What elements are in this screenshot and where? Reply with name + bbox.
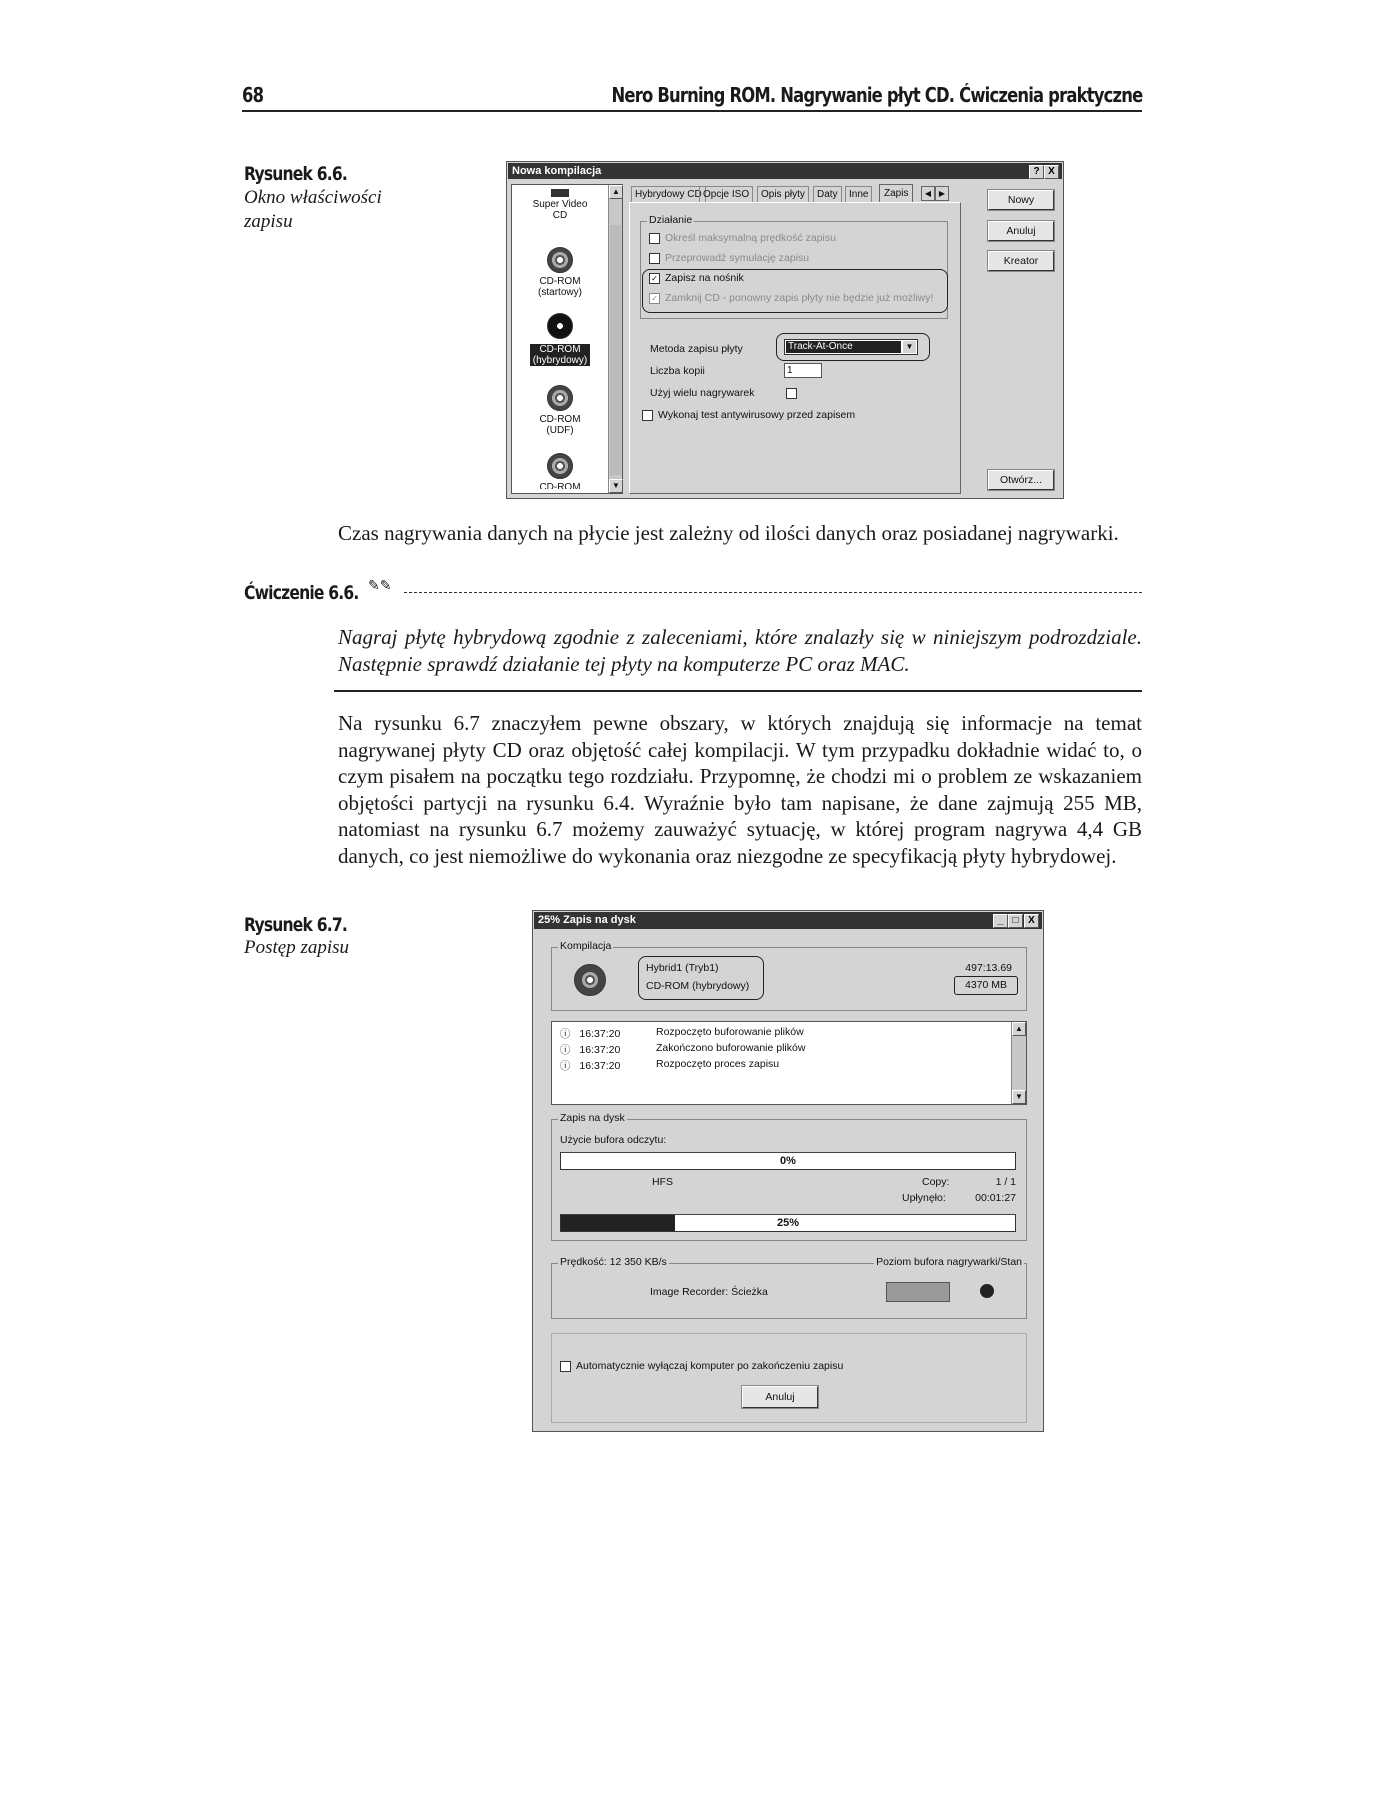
figure-6-7-label: Rysunek 6.7.: [244, 914, 347, 936]
window-title: 25% Zapis na dysk: [538, 914, 636, 926]
speed-label: Prędkość: 12 350 KB/s: [560, 1256, 667, 1268]
tab-burn[interactable]: Zapis: [879, 184, 913, 202]
exercise-rule: [404, 592, 1142, 593]
tab-strip: [631, 184, 951, 202]
copy-label: Copy:: [922, 1176, 950, 1188]
burn-progress-window: [532, 910, 1044, 1432]
read-buffer-percent: 0%: [780, 1155, 796, 1167]
list-item[interactable]: Super Video CD: [530, 189, 590, 221]
checkbox-icon: [649, 233, 660, 244]
figure-6-6-caption: Okno właściwości zapisu: [244, 187, 382, 232]
exercise-bottom-rule: [334, 690, 1142, 692]
close-button[interactable]: X: [1044, 165, 1059, 179]
log-row: ⓘ 16:37:20 Rozpoczęto buforowanie plików: [560, 1026, 804, 1040]
options-group: [551, 1333, 1027, 1423]
checkmark-icon: ✓: [649, 293, 660, 304]
method-label: Metoda zapisu płyty: [650, 343, 743, 355]
copies-field[interactable]: 1: [784, 363, 822, 378]
info-icon: ⓘ: [560, 1044, 571, 1056]
tab-hybrid-cd[interactable]: Hybrydowy CD: [631, 186, 706, 202]
page-number: 68: [242, 83, 264, 107]
multi-recorder-checkbox[interactable]: [786, 387, 802, 399]
checkbox-icon: [649, 253, 660, 264]
header-rule: [242, 110, 1142, 112]
elapsed-value: 00:01:27: [975, 1192, 1016, 1204]
cancel-button[interactable]: Anuluj: [988, 221, 1054, 241]
cancel-button[interactable]: Anuluj: [742, 1386, 818, 1408]
maximize-button[interactable]: □: [1008, 914, 1023, 928]
auto-shutdown-option[interactable]: Automatycznie wyłączaj komputer po zakończeniu zapisu: [560, 1360, 843, 1372]
scroll-track[interactable]: [610, 225, 621, 475]
paragraph-1: Czas nagrywania danych na płycie jest zależny od ilości danych oraz posiadanej nagrywarki.: [338, 521, 1119, 545]
log-row: ⓘ 16:37:20 Zakończono buforowanie plików: [560, 1042, 806, 1056]
tab-iso-options[interactable]: Opcje ISO: [699, 186, 753, 202]
tab-panel: [629, 202, 961, 494]
compilation-group: [551, 940, 1027, 1011]
cd-icon: [547, 313, 573, 339]
info-icon: ⓘ: [560, 1060, 571, 1072]
list-item[interactable]: CD-ROM (startowy): [530, 247, 590, 298]
new-compilation-window: [506, 161, 1064, 499]
highlight-ellipse: [642, 269, 948, 313]
pencil-icon: ✎✎: [368, 579, 392, 594]
buffer-label: Użycie bufora odczytu:: [560, 1134, 667, 1146]
minimize-button[interactable]: _: [993, 914, 1008, 928]
duration-value: 497:13.69: [965, 962, 1012, 974]
help-button[interactable]: ?: [1029, 165, 1044, 179]
size-value: 4370 MB: [954, 976, 1018, 995]
antivirus-option[interactable]: Wykonaj test antywirusowy przed zapisem: [642, 409, 855, 421]
compilation-group-title: Kompilacja: [560, 940, 612, 952]
scroll-up-icon[interactable]: ▲: [609, 185, 623, 199]
write-progress-percent: 25%: [776, 1217, 800, 1229]
close-button[interactable]: X: [1024, 914, 1039, 928]
compilation-name: Hybrid1 (Tryb1): [646, 962, 719, 974]
simulation-option[interactable]: Przeprowadź symulację zapisu: [649, 252, 809, 264]
compilation-type: CD-ROM (hybrydowy): [646, 980, 750, 992]
highlight-ellipse: [776, 333, 930, 361]
tab-dates[interactable]: Daty: [813, 186, 842, 202]
action-group-title: Działanie: [649, 214, 693, 226]
list-item[interactable]: CD-ROM (UDF): [530, 385, 590, 436]
window-titlebar: [508, 163, 1062, 179]
filesystem-label: HFS: [652, 1176, 673, 1188]
compilation-type-list[interactable]: [511, 184, 623, 494]
log-scrollbar[interactable]: [1011, 1022, 1026, 1104]
recorder-buffer-label: Poziom bufora nagrywarki/Stan: [876, 1256, 1022, 1268]
speed-group: [551, 1256, 1027, 1319]
log-row: ⓘ 16:37:20 Rozpoczęto proces zapisu: [560, 1058, 780, 1072]
list-item-selected[interactable]: CD-ROM (hybrydowy): [530, 313, 590, 366]
finalize-option[interactable]: ✓ Zamknij CD - ponowny zapis płyty nie będzie już możliwy!: [649, 292, 933, 304]
write-progress-bar: [560, 1214, 1016, 1232]
cd-icon: [547, 453, 573, 479]
max-speed-option[interactable]: Określ maksymalną prędkość zapisu: [649, 232, 836, 244]
tab-scroll-right-icon[interactable]: ▶: [935, 186, 949, 201]
write-group: [551, 1112, 1027, 1241]
window-title: Nowa kompilacja: [512, 165, 602, 177]
tab-disc-label[interactable]: Opis płyty: [757, 186, 809, 202]
checkbox-icon: [642, 410, 653, 421]
scroll-down-icon[interactable]: ▼: [1012, 1090, 1026, 1104]
video-cd-icon: [551, 189, 569, 197]
new-button[interactable]: Nowy: [988, 190, 1054, 210]
write-group-title: Zapis na dysk: [560, 1112, 625, 1124]
cd-icon: [574, 964, 606, 999]
recorder-track-label: Image Recorder: Ścieżka: [650, 1286, 768, 1298]
multi-recorder-label: Użyj wielu nagrywarek: [650, 387, 755, 399]
figure-6-7-caption: Postęp zapisu: [244, 937, 350, 958]
recorder-buffer-meter: [886, 1282, 950, 1302]
copies-label: Liczba kopii: [650, 365, 705, 377]
cd-icon: [547, 247, 573, 273]
figure-6-6-label: Rysunek 6.6.: [244, 163, 347, 185]
method-select[interactable]: Track-At-Once ▼: [784, 339, 918, 355]
write-option[interactable]: ✓ Zapisz na nośnik: [649, 272, 744, 284]
tab-scroll-left-icon[interactable]: ◀: [921, 186, 935, 201]
elapsed-label: Upłynęło:: [902, 1192, 946, 1204]
copy-value: 1 / 1: [995, 1176, 1016, 1188]
status-led-icon: [980, 1284, 994, 1298]
tab-misc[interactable]: Inne: [845, 186, 872, 202]
list-scrollbar[interactable]: [608, 185, 622, 493]
open-button[interactable]: Otwórz...: [988, 470, 1054, 490]
chevron-down-icon[interactable]: ▼: [903, 341, 916, 353]
checkmark-icon: ✓: [649, 273, 660, 284]
wizard-button[interactable]: Kreator: [988, 251, 1054, 271]
window-titlebar: [534, 912, 1042, 929]
exercise-text: Nagraj płytę hybrydową zgodnie z zaleceniami, które znalazły się w niniejszym podrozdziale. Następnie sprawdź działanie tej płyty na komputerze PC oraz MAC.: [338, 625, 1142, 676]
paragraph-2: Na rysunku 6.7 znaczyłem pewne obszary, w których znajdują się informacje na temat nagrywanej płyty CD oraz objętość całej kompilacji. W tym przypadku dokładnie widać to, o czym pisałem na początku tego rozdziału. Przypomnę, że chodzi mi o problem ze wskazaniem objętości partycji na rysunku 6.4. Wyraźnie było tam napisane, że dane zajmują 255 MB, natomiast na rysunku 6.7 możemy zauważyć sytuację, w której program nagrywa 4,4 GB danych, co jest niemożliwe do wykonania oraz niezgodne ze specyfikacją płyty hybrydowej.: [338, 711, 1142, 868]
log-list[interactable]: [551, 1021, 1027, 1105]
list-item[interactable]: CD-ROM: [530, 453, 590, 489]
checkbox-icon: [560, 1361, 571, 1372]
scroll-down-icon[interactable]: ▼: [609, 479, 623, 493]
scroll-up-icon[interactable]: ▲: [1012, 1022, 1026, 1036]
read-buffer-bar: [560, 1152, 1016, 1170]
exercise-label: Ćwiczenie 6.6.: [244, 582, 359, 604]
running-header: Nero Burning ROM. Nagrywanie płyt CD. Ćwiczenia praktyczne: [611, 83, 1142, 107]
info-icon: ⓘ: [560, 1028, 571, 1040]
cd-icon: [547, 385, 573, 411]
